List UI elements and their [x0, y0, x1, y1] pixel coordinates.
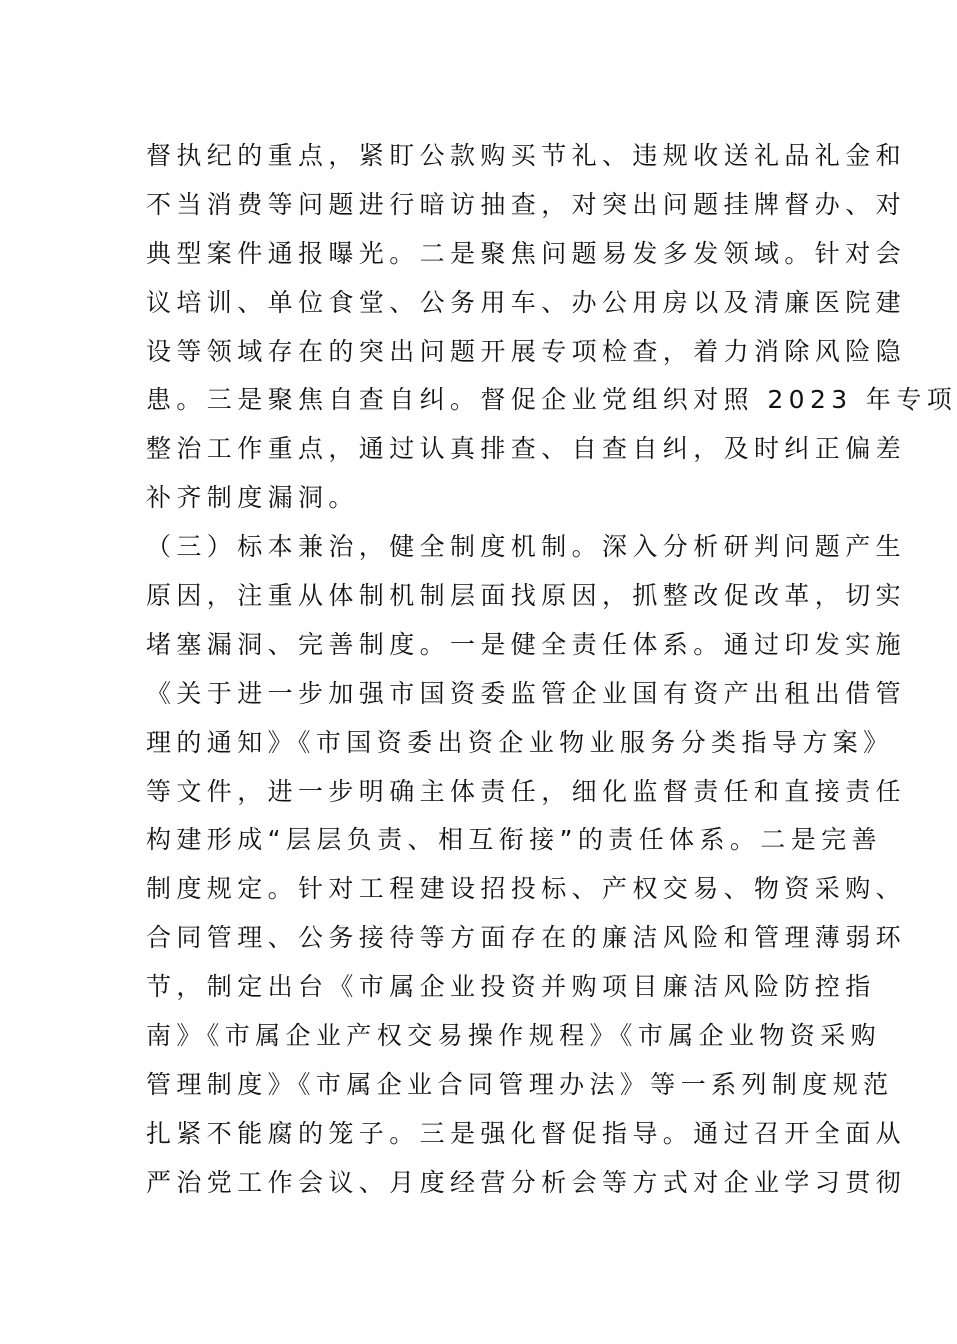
- text-line: 合同管理、公务接待等方面存在的廉洁风险和管理薄弱环: [146, 923, 907, 953]
- text-line: 补齐制度漏洞。: [146, 483, 359, 513]
- text-line: 督执纪的重点，紧盯公款购买节礼、违规收送礼品礼金和: [146, 141, 907, 170]
- text-line: 构建形成“层层负责、相互衔接”的责任体系。二是完善: [146, 825, 882, 855]
- text-line: 理的通知》《市国资委出资企业物业服务分类指导方案》: [146, 727, 894, 757]
- text-line: 《关于进一步加强市国资委监管企业国有资产出租出借管: [146, 678, 907, 708]
- text-line: 不当消费等问题进行暗访抽查，对突出问题挂牌督办、对: [146, 189, 907, 219]
- text-line: 南》《市属企业产权交易操作规程》《市属企业物资采购: [146, 1021, 882, 1051]
- body-text: [146, 132, 957, 1208]
- text-line: 原因，注重从体制机制层面找原因，抓整改促改革，切实: [146, 581, 907, 611]
- text-line: 严治党工作会议、月度经营分析会等方式对企业学习贯彻: [146, 1167, 907, 1197]
- text-line: 议培训、单位食堂、公务用车、办公用房以及清廉医院建: [146, 287, 907, 317]
- section-heading-line: （三）标本兼治，健全制度机制。深入分析研判问题产生: [146, 532, 907, 562]
- text-line: 堵塞漏洞、完善制度。一是健全责任体系。通过印发实施: [146, 629, 907, 659]
- text-line: 管理制度》《市属企业合同管理办法》等一系列制度规范: [146, 1069, 894, 1099]
- text-line: 扎紧不能腐的笼子。三是强化督促指导。通过召开全面从: [146, 1118, 907, 1148]
- text-line: 制度规定。针对工程建设招投标、产权交易、物资采购、: [146, 874, 907, 904]
- text-line: 典型案件通报曝光。二是聚焦问题易发多发领域。针对会: [146, 238, 907, 268]
- text-line: 设等领域存在的突出问题开展专项检查，着力消除风险隐: [146, 336, 907, 366]
- text-line: 等文件，进一步明确主体责任，细化监督责任和直接责任: [146, 776, 907, 806]
- text-line: 节，制定出台《市属企业投资并购项目廉洁风险防控指: [146, 972, 876, 1002]
- text-line: 整治工作重点，通过认真排查、自查自纠，及时纠正偏差: [146, 434, 907, 464]
- text-line: 患。三是聚焦自查自纠。督促企业党组织对照 2023 年专项: [146, 385, 957, 415]
